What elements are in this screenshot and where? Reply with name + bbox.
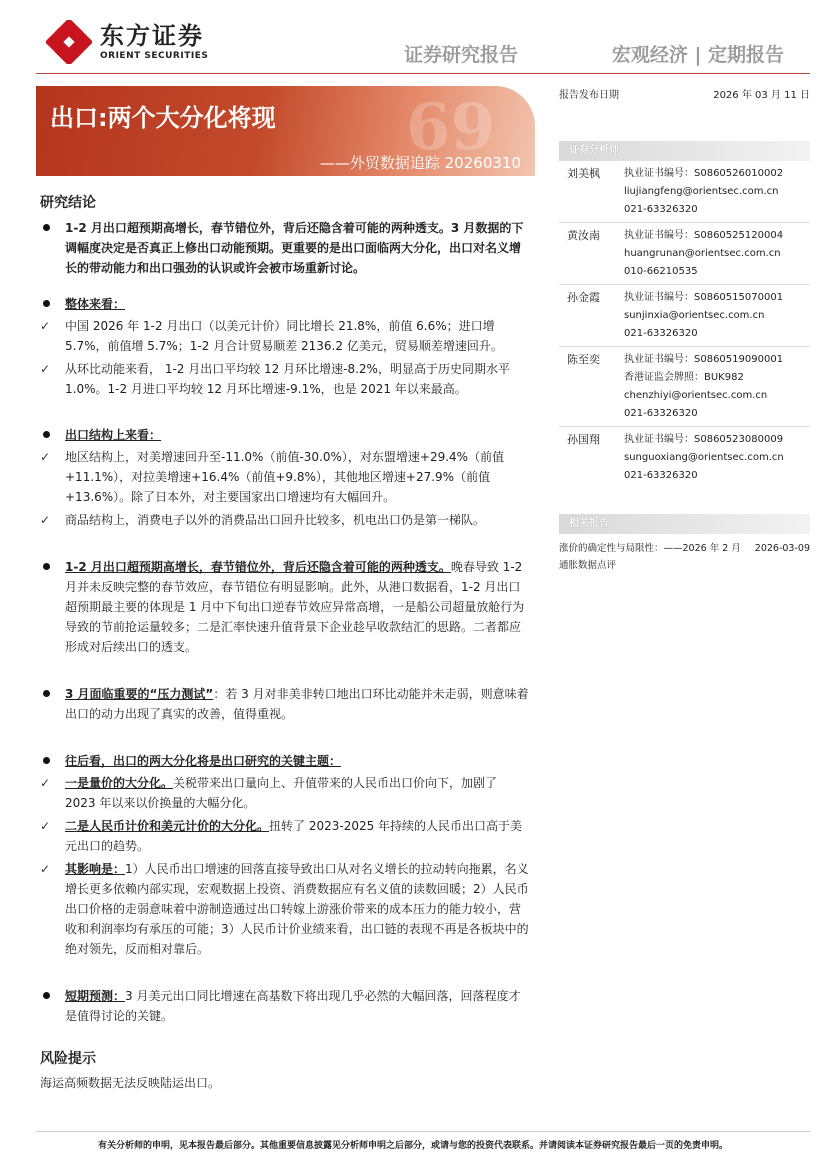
- check-icon: ✓: [40, 513, 51, 527]
- check-icon: ✓: [40, 450, 51, 464]
- divergence-title-row: [40, 751, 530, 771]
- risk-title: 风险提示: [40, 1051, 96, 1067]
- section-overall: [40, 294, 530, 314]
- analyst-email: chenzhiyi@orientsec.com.cn: [624, 390, 768, 401]
- analyst-email: liujiangfeng@orientsec.com.cn: [624, 186, 779, 197]
- analyst-row: [559, 347, 810, 427]
- analyst-phone: 021-63326320: [624, 328, 698, 339]
- check-icon: ✓: [40, 862, 51, 876]
- analyst-name: 陈至奕: [567, 353, 600, 366]
- main-content: [40, 192, 530, 1092]
- overall-point-2-text: 从环比动能来看， 1-2 月出口平均较 12 月环比增速-8.2%，明显高于历史同期水平 1.0%。1-2 月进口平均较 12 月环比增速-9.1%，也是 2021 年以来最高。: [65, 362, 510, 396]
- page-title: 出口:两个大分化将现: [50, 104, 276, 132]
- risk-text: 海运高频数据无法反映陆运出口。: [40, 1076, 221, 1090]
- analyst-row: [559, 285, 810, 347]
- stress-test-text: ：若 3 月对非美非转口地出口环比动能并未走弱，则意味着出口的动力出现了真实的改善，值得重视。: [65, 687, 529, 721]
- analyst-license: 执业证书编号：S0860515070001: [624, 292, 784, 303]
- analyst-phone: 021-63326320: [624, 408, 698, 419]
- related-reports-title: 相关报告: [569, 518, 609, 529]
- related-reports-header: [559, 514, 810, 534]
- check-icon: ✓: [40, 362, 51, 376]
- check-icon: ✓: [40, 776, 51, 790]
- check-icon: ✓: [40, 819, 51, 833]
- divergence-title: 往后看，出口的两大分化将是出口研究的关键主题：: [65, 754, 342, 768]
- divergence-point-3-text: 1）人民币出口增速的回落直接导致出口从对名义增长的拉动转向拖累，名义增长更多依赖内部实现，宏观数据上投资、消费数据应有名义值的读数回暖；2）人民币出口价格的走弱意味着中游制造通过出口转嫁上游涨价带来的成本压力的能力较小，营收和利润率均有承压的可能；3）人民币计价业绩来看，出口链的表现不再是各板块中的绝对领先，反而相对靠后。: [65, 862, 529, 956]
- analysts-title: 证券分析师: [569, 145, 619, 156]
- report-type: 证券研究报告: [404, 44, 519, 66]
- banner-decoration: 69: [405, 90, 495, 165]
- logo-mark-icon: [46, 20, 92, 64]
- analyst-phone: 021-63326320: [624, 204, 698, 215]
- summary-text: 1-2 月出口超预期高增长，春节错位外，背后还隐含着可能的两种透支。3 月数据的下调幅度决定是否真正上修出口动能预期。更重要的是出口面临两大分化，出口对名义增长的带动能力和出口强劲的认识或许会被市场重新讨论。: [65, 221, 524, 275]
- analysts-header: [559, 141, 810, 161]
- divergence-point-3: [40, 859, 530, 959]
- publish-date: 2026 年 03 月 11 日: [713, 90, 810, 101]
- divergence-point-2-text: 扭转了 2023-2025 年持续的人民币出口高于美元出口的趋势。: [65, 819, 523, 853]
- title-banner: [36, 86, 535, 176]
- analyst-email: sunjinxia@orientsec.com.cn: [624, 310, 765, 321]
- header-divider: [36, 73, 810, 74]
- analyst-phone: 021-63326320: [624, 470, 698, 481]
- divergence-point-2: [40, 816, 530, 856]
- section-structure: [40, 425, 530, 445]
- publish-date-label: 报告发布日期: [559, 90, 619, 101]
- overall-point-1-text: 中国 2026 年 1-2 月出口（以美元计价）同比增长 21.8%，前值 6.6%；进口增 5.7%，前值增 5.7%；1-2 月合计贸易顺差 2136.2 亿美元，贸易顺差增速回升。: [65, 319, 503, 353]
- logo-cn: 东方证券: [100, 22, 204, 50]
- forecast-bold: 短期预测：: [65, 989, 126, 1003]
- structure-point-2-text: 商品结构上，消费电子以外的消费品出口回升比较多，机电出口仍是第一梯队。: [65, 513, 486, 527]
- footer-divider: [36, 1131, 810, 1132]
- analyst-hk-license: 香港证监会牌照：BUK982: [624, 372, 744, 383]
- related-report-item[interactable]: [559, 540, 810, 574]
- divergence-point-3-bold: 其影响是：: [65, 862, 126, 876]
- check-icon: ✓: [40, 319, 51, 333]
- structure-point-1: [40, 447, 530, 507]
- analyst-phone: 010-66210535: [624, 266, 698, 277]
- forecast-paragraph: [40, 986, 530, 1026]
- analyst-license: 执业证书编号：S0860523080009: [624, 434, 784, 445]
- analyst-name: 刘美枫: [567, 167, 600, 180]
- report-category: 宏观经济 | 定期报告: [611, 44, 784, 66]
- stress-test-bold: 3 月面临重要的“压力测试”: [65, 687, 214, 701]
- publish-date-row: [559, 86, 810, 101]
- structure-point-2: [40, 510, 530, 530]
- related-report-subtitle: 通胀数据点评: [559, 560, 617, 571]
- overall-point-2: [40, 359, 530, 399]
- conclusion-summary: [40, 218, 530, 278]
- forecast-text: 3 月美元出口同比增速在高基数下将出现几乎必然的大幅回落，回落程度才是值得讨论的关键。: [65, 989, 521, 1023]
- analyst-license: 执业证书编号：S0860519090001: [624, 354, 784, 365]
- related-report-title[interactable]: 涨价的确定性与局限性：——2026 年 2 月: [559, 543, 741, 554]
- section-overall-title: 整体来看：: [65, 297, 126, 311]
- conclusion-title: 研究结论: [40, 195, 96, 211]
- analyst-email: huangrunan@orientsec.com.cn: [624, 248, 781, 259]
- related-report-date: 2026-03-09: [754, 543, 810, 554]
- page-subtitle: ——外贸数据追踪 20260310: [319, 154, 521, 172]
- analyst-email: sunguoxiang@orientsec.com.cn: [624, 452, 784, 463]
- footer-disclaimer: 有关分析师的申明，见本报告最后部分。其他重要信息披露见分析师申明之后部分，或请与您的投资代表联系。并请阅读本证券研究报告最后一页的免责申明。: [97, 1141, 728, 1151]
- divergence-point-2-bold: 二是人民币计价和美元计价的大分化。: [65, 819, 270, 833]
- company-logo: [46, 20, 208, 64]
- analyst-license: 执业证书编号：S0860525120004: [624, 230, 784, 241]
- analyst-name: 孙国翔: [567, 433, 600, 446]
- analyst-row: [559, 161, 810, 223]
- structure-point-1-text: 地区结构上，对美增速回升至-11.0%（前值-30.0%），对东盟增速+29.4%（前值 +11.1%），对拉美增速+16.4%（前值+9.8%），其他地区增速+27.9%（前值 +13.6%）。除了日本外，对主要国家出口增速均有大幅回升。: [65, 450, 505, 504]
- sidebar: [559, 86, 810, 488]
- analyst-name: 孙金霞: [567, 291, 600, 304]
- analyst-list: [559, 161, 810, 488]
- overdraft-text: 晚春导致 1-2 月并未反映完整的春节效应，春节错位有明显影响。此外，从港口数据看，1-2 月出口超预期最主要的体现是 1 月中下旬出口逆春节效应异常高增，一是船公司超量放舱行为导致的节前抢运量较多；二是汇率快速升值背景下企业趁早收款结汇的思路。二者都应形成对后续出口的透支。: [65, 560, 525, 654]
- overdraft-paragraph: [40, 557, 530, 657]
- divergence-point-1-bold: 一是量价的大分化。: [65, 776, 174, 790]
- stress-test-paragraph: [40, 684, 530, 724]
- divergence-point-1: [40, 773, 530, 813]
- logo-en: ORIENT SECURITIES: [100, 51, 209, 61]
- analyst-license: 执业证书编号：S0860526010002: [624, 168, 784, 179]
- overall-point-1: [40, 316, 530, 356]
- analyst-row: [559, 223, 810, 285]
- analyst-row: [559, 427, 810, 488]
- divergence-point-1-text: 关税带来出口量向上、升值带来的人民币出口价向下，加剧了 2023 年以来以价换量的大幅分化。: [65, 776, 498, 810]
- analyst-name: 黄汝南: [567, 229, 600, 242]
- section-structure-title: 出口结构上来看：: [65, 428, 162, 442]
- overdraft-bold: 1-2 月出口超预期高增长，春节错位外，背后还隐含着可能的两种透支。: [65, 560, 451, 574]
